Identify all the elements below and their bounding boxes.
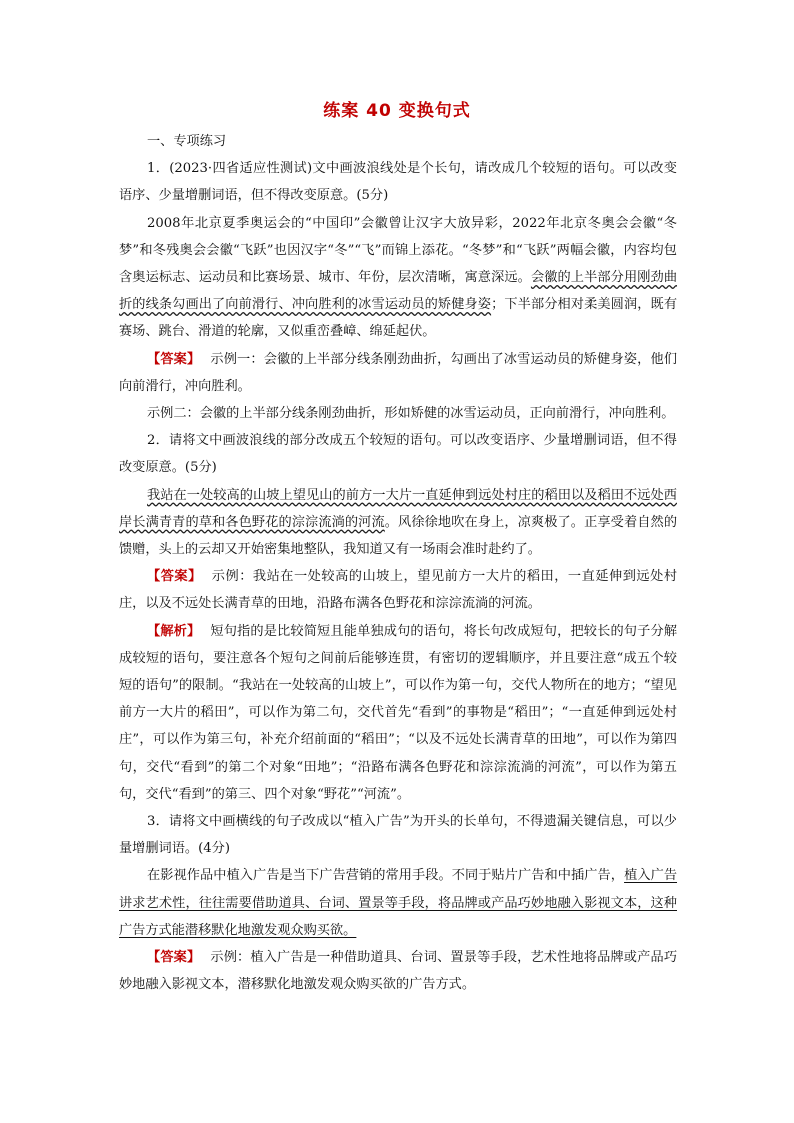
section-heading: 一、专项练习 — [147, 134, 227, 149]
passage-text: ；下半部分相对柔美圆润，既有赛场、跳台、滑道的轮廓，又似重峦叠嶂、绵延起伏。 — [119, 297, 678, 340]
question-1-prompt: 1．(2023·四省适应性测试)文中画波浪线处是个长句，请改成几个较短的语句。可以改变语序、少量增删词语，但不得改变原意。(5分) — [119, 161, 677, 204]
question-2-prompt: 2．请将文中画波浪线的部分改成五个较短的语句。可以改变语序、少量增删词语，但不得改变原意。(5分) — [119, 433, 677, 476]
passage-text: 在影视作品中植入广告是当下广告营销的常用手段。不同于贴片广告和中插广告， — [147, 868, 625, 884]
analysis-label: 【解析】 — [147, 623, 201, 639]
document-body — [119, 128, 677, 999]
answer-text: 示例：我站在一处较高的山坡上，望见前方一大片的稻田，一直延伸到远处村庄，以及不远处长满青草的田地，沿路布满各色野花和淙淙流淌的河流。 — [119, 569, 678, 612]
question-2-analysis — [119, 618, 677, 808]
passage-text: 2008年北京夏季奥运会的“中国印”会徽曾让汉字大放异彩，2022年北京冬奥会会徽“冬梦”和冬残奥会会徽“飞跃”也因汉字“冬”“飞”而锦上添花。“冬梦”和“飞跃”两幅会徽，内容均包含奥运标志、运动员和比赛场景、城市、年份，层次清晰，寓意深远。 — [119, 215, 677, 286]
question-2-answer — [119, 563, 677, 617]
question-3-answer — [119, 944, 677, 998]
answer-label: 【答案】 — [147, 351, 201, 367]
question-1-answer — [119, 346, 677, 400]
question-2-passage — [119, 482, 677, 564]
answer-text: 示例：植入广告是一种借助道具、台词、置景等手段，艺术性地将品牌或产品巧妙地融入影视文本，潜移默化地激发观众购买欲的广告方式。 — [119, 950, 678, 993]
page-title: 练案 40 变换句式 — [323, 101, 471, 121]
analysis-text: 短句指的是比较简短且能单独成句的语句，将长句改成短句，把较长的句子分解成较短的语句，要注意各个短句之间前后能够连贯，有密切的逻辑顺序，并且要注意“成五个较短的语句”的限制。“我站在一处较高的山坡上”，可以作为第一句，交代人物所在的地方；“望见前方一大片的稻田”，可以作为第二句，交代首先“看到”的事物是“稻田”；“一直延伸到远处村庄”，可以作为第三句，补充介绍前面的“稻田”；“以及不远处长满青草的田地”，可以作为第四句，交代“看到”的第二个对象“田地”；“沿路布满各色野花和淙淙流淌的河流”，可以作为第五句，交代“看到”的第三、四个对象“野花”“河流”。 — [119, 623, 678, 802]
wavy-underlined-text: 会徽的上半部分用刚劲曲折的线条勾画出了向前滑行、冲向胜利的冰雪运动员的矫健身姿 — [119, 270, 678, 313]
question-1-answer-alt: 示例二：会徽的上半部分线条刚劲曲折，形如矫健的冰雪运动员，正向前滑行，冲向胜利。 — [147, 406, 675, 422]
passage-text: 。风徐徐地吹在身上，凉爽极了。正享受着自然的馈赠，头上的云却又开始密集地整队，我知道又有一场雨会准时赴约了。 — [119, 514, 678, 558]
wavy-underlined-text: 我站在一处较高的山坡上望见山的前方一大片一直延伸到远处村庄的稻田以及稻田不远处西岸长满青青的草和各色野花的淙淙流淌的河流 — [119, 487, 677, 530]
underlined-text: 植入广告讲求艺术性，往往需要借助道具、台词、置景等手段，将品牌或产品巧妙地融入影视文本，这种广告方式能潜移默化地激发观众购买欲。 — [119, 868, 678, 938]
question-3-prompt: 3．请将文中画横线的句子改成以“植入广告”为开头的长单句，不得遗漏关键信息，可以少量增删词语。(4分) — [119, 814, 677, 857]
answer-text: 示例一：会徽的上半部分线条刚劲曲折，勾画出了冰雪运动员的矫健身姿，他们向前滑行，冲向胜利。 — [119, 351, 678, 394]
question-1-passage — [119, 210, 677, 346]
answer-label: 【答案】 — [147, 950, 201, 966]
answer-label: 【答案】 — [147, 569, 202, 585]
question-3-passage — [119, 862, 677, 944]
